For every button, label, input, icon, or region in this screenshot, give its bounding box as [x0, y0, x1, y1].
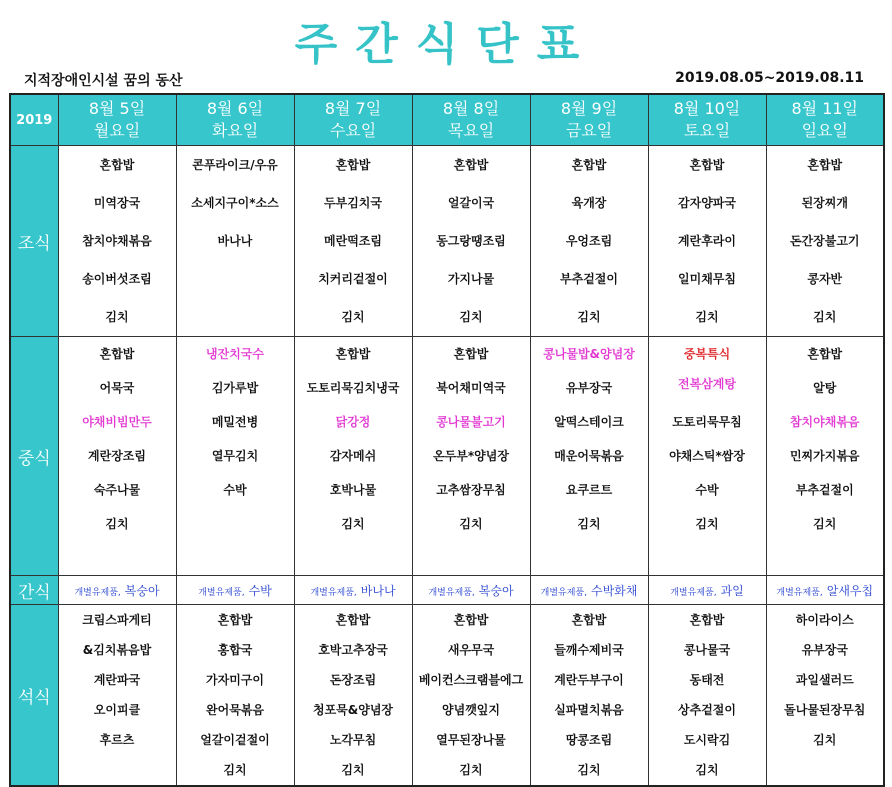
- menu-item: 콩나물국: [683, 643, 731, 657]
- dinner-cell: [530, 605, 648, 787]
- menu-item: 어묵국: [99, 381, 135, 395]
- day-header: [766, 94, 884, 146]
- date-range: 2019.08.05~2019.08.11: [675, 70, 864, 86]
- snack-cell: [176, 576, 294, 605]
- lunch-row: [10, 337, 884, 576]
- menu-item: 북어채미역국: [436, 381, 506, 395]
- menu-item: 숙주나물: [93, 483, 141, 497]
- menu-item: 참치야채볶음: [789, 415, 860, 429]
- menu-item: [177, 507, 294, 541]
- menu-item: 혼합밥: [689, 613, 725, 627]
- menu-item: 김치: [813, 733, 837, 747]
- breakfast-cell: [648, 146, 766, 337]
- menu-item: 혼합밥: [453, 347, 489, 361]
- menu-item: 김치: [105, 517, 129, 531]
- menu-item: 참치야채볶음: [82, 234, 152, 248]
- menu-item: 부추겉절이: [795, 483, 854, 497]
- menu-item: 돈간장불고기: [789, 234, 860, 248]
- menu-item: 전복삼계탕: [678, 377, 736, 391]
- menu-item: 혼합밥: [807, 347, 843, 361]
- menu-item: 완어묵볶음: [206, 703, 264, 717]
- day-date: 8월 6일: [206, 99, 264, 118]
- menu-item: 고추쌈장무침: [436, 483, 506, 497]
- header-row: [10, 94, 884, 146]
- menu-item: 김치: [341, 517, 365, 531]
- day-date: 8월 8일: [442, 99, 500, 118]
- menu-item: 땅콩조림: [565, 733, 613, 747]
- day-header: [176, 94, 294, 146]
- menu-item: 수박: [223, 483, 247, 497]
- menu-item: 혼합밥: [217, 613, 253, 627]
- menu-item: 혼합밥: [689, 158, 725, 172]
- meal-label-dinner: 석식: [10, 605, 58, 787]
- menu-item: 얼갈이국: [447, 196, 495, 210]
- menu-item: 김치: [577, 517, 601, 531]
- day-date: 8월 7일: [324, 99, 382, 118]
- menu-item: [177, 260, 294, 298]
- menu-item: 열무된장나물: [436, 733, 506, 747]
- menu-item: 실파멸치볶음: [554, 703, 624, 717]
- dinner-cell: [294, 605, 412, 787]
- menu-item: 매운어묵볶음: [554, 449, 624, 463]
- lunch-cell: [294, 337, 412, 576]
- meal-label-lunch: 중식: [10, 337, 58, 576]
- day-weekday: 목요일: [447, 121, 495, 140]
- menu-item: 새우무국: [447, 643, 495, 657]
- menu-item: 알탕: [813, 381, 837, 395]
- breakfast-cell: [766, 146, 884, 337]
- menu-item: 혼합밥: [99, 158, 135, 172]
- menu-item: 김치: [459, 763, 483, 777]
- menu-item: 김가루밥: [211, 381, 259, 395]
- day-header: [530, 94, 648, 146]
- menu-item: 열무김치: [211, 449, 259, 463]
- day-date: 8월 11일: [791, 99, 859, 118]
- snack-cell: [766, 576, 884, 605]
- dinner-cell: [176, 605, 294, 787]
- menu-item: 알떡스테이크: [554, 415, 624, 429]
- lunch-cell: [648, 337, 766, 576]
- menu-item: 도시락김: [683, 733, 731, 747]
- breakfast-row: [10, 146, 884, 337]
- menu-item: 온두부*양념장: [433, 449, 509, 463]
- snack-prefix: 개별유제품,: [310, 587, 357, 598]
- breakfast-cell: [294, 146, 412, 337]
- menu-item: 김치: [223, 763, 247, 777]
- menu-item: 혼합밥: [335, 158, 371, 172]
- menu-item: 베이컨스크램블에그: [418, 673, 524, 687]
- snack-item: 알새우칩: [826, 583, 874, 598]
- menu-item: 돌나물된장무침: [784, 703, 866, 717]
- day-date: 8월 9일: [560, 99, 618, 118]
- menu-item: 계란파국: [93, 673, 141, 687]
- day-weekday: 토요일: [683, 121, 731, 140]
- lunch-cell: [530, 337, 648, 576]
- meal-label-snack: 간식: [10, 576, 58, 605]
- day-weekday: 월요일: [93, 121, 141, 140]
- menu-item: 김치: [577, 763, 601, 777]
- menu-item: 콩나물불고기: [436, 415, 506, 429]
- dinner-cell: [58, 605, 176, 787]
- dinner-cell: [412, 605, 530, 787]
- menu-item: 감자메쉬: [329, 449, 377, 463]
- snack-prefix: 개별유제품,: [74, 587, 121, 598]
- menu-item: 김치: [577, 310, 601, 324]
- snack-item: 수박: [248, 583, 272, 598]
- menu-item: 혼합밥: [571, 613, 607, 627]
- menu-item: 계란후라이: [678, 234, 736, 248]
- lunch-cell: [58, 337, 176, 576]
- menu-item: 치커리겉절이: [318, 272, 388, 286]
- snack-prefix: 개별유제품,: [670, 587, 717, 598]
- menu-item: 야채스틱*쌈장: [669, 449, 745, 463]
- lunch-cell: [766, 337, 884, 576]
- snack-prefix: 개별유제품,: [428, 587, 475, 598]
- menu-item: 동태전: [689, 673, 725, 687]
- menu-item: 부추겉절이: [560, 272, 618, 286]
- menu-item: 수박: [695, 483, 719, 497]
- menu-item: 콩나물밥&양념장: [543, 347, 635, 361]
- snack-item: 과일: [720, 583, 744, 598]
- menu-item: 호박나물: [329, 483, 377, 497]
- menu-item: 도토리묵무침: [672, 415, 742, 429]
- day-header: [648, 94, 766, 146]
- menu-item: 홍합국: [217, 643, 253, 657]
- snack-item: 수박화채: [590, 583, 638, 598]
- menu-item: 혼합밥: [453, 158, 489, 172]
- menu-item: 크림스파게티: [82, 613, 152, 627]
- menu-item: 김치: [695, 517, 719, 531]
- lunch-cell: [176, 337, 294, 576]
- menu-item: 메밀전병: [211, 415, 259, 429]
- menu-item: [59, 755, 176, 785]
- menu-item: 유부장국: [565, 381, 613, 395]
- day-weekday: 금요일: [565, 121, 613, 140]
- snack-cell: [58, 576, 176, 605]
- menu-item: 얼갈이겉절이: [200, 733, 270, 747]
- menu-item: 메란떡조림: [324, 234, 382, 248]
- day-header: [58, 94, 176, 146]
- menu-item: 호박고추장국: [318, 643, 388, 657]
- menu-item: 미역장국: [93, 196, 141, 210]
- day-weekday: 화요일: [211, 121, 259, 140]
- menu-item: 김치: [105, 310, 129, 324]
- snack-item: 복숭아: [478, 583, 514, 598]
- menu-item: 가자미구이: [206, 673, 264, 687]
- menu-item: 김치: [695, 310, 719, 324]
- menu-item: 유부장국: [801, 643, 848, 657]
- breakfast-cell: [412, 146, 530, 337]
- day-date: 8월 10일: [673, 99, 741, 118]
- menu-item: 된장찌개: [801, 196, 848, 210]
- snack-prefix: 개별유제품,: [540, 587, 587, 598]
- menu-item: 냉잔치국수: [206, 347, 264, 361]
- day-date: 8월 5일: [88, 99, 146, 118]
- breakfast-cell: [58, 146, 176, 337]
- menu-item: 바나나: [217, 234, 253, 248]
- menu-item: 육개장: [571, 196, 607, 210]
- day-weekday: 수요일: [329, 121, 377, 140]
- snack-item: 복숭아: [124, 583, 160, 598]
- snack-prefix: 개별유제품,: [776, 587, 823, 598]
- menu-item: 혼합밥: [335, 613, 371, 627]
- menu-item: 소세지구이*소스: [191, 196, 279, 210]
- menu-item: 상추겉절이: [678, 703, 736, 717]
- menu-item: [177, 298, 294, 336]
- menu-item: 김치: [459, 310, 483, 324]
- menu-item: 김치: [695, 763, 719, 777]
- menu-item: 후르츠: [99, 733, 135, 747]
- menu-item: 하이라이스: [795, 613, 854, 627]
- snack-prefix: 개별유제품,: [198, 587, 245, 598]
- menu-item: 가지나물: [447, 272, 495, 286]
- snack-row: [10, 576, 884, 605]
- menu-item: 계란두부구이: [554, 673, 624, 687]
- day-header: [412, 94, 530, 146]
- day-header: [294, 94, 412, 146]
- lunch-cell: [412, 337, 530, 576]
- menu-item: 청포묵&양념장: [312, 703, 394, 717]
- menu-item: 혼합밥: [453, 613, 489, 627]
- snack-item: 바나나: [360, 583, 396, 598]
- menu-item: 감자양파국: [678, 196, 736, 210]
- menu-item: 콩자반: [807, 272, 843, 286]
- dinner-cell: [648, 605, 766, 787]
- snack-cell: [412, 576, 530, 605]
- menu-item: 야채비빔만두: [82, 415, 152, 429]
- menu-item: 김치: [459, 517, 483, 531]
- meal-label-breakfast: 조식: [10, 146, 58, 337]
- menu-item: 송이버섯조림: [82, 272, 152, 286]
- menu-item: 계란장조림: [88, 449, 146, 463]
- menu-item: 요쿠르트: [565, 483, 613, 497]
- menu-item: 혼합밥: [807, 158, 843, 172]
- year-label: 2019: [10, 94, 58, 146]
- menu-item: [649, 541, 766, 575]
- menu-item: 김치: [341, 310, 365, 324]
- menu-item: 노각무침: [329, 733, 377, 747]
- day-weekday: 일요일: [801, 121, 848, 140]
- dinner-row: [10, 605, 884, 787]
- snack-cell: [530, 576, 648, 605]
- menu-item: 혼합밥: [99, 347, 135, 361]
- snack-cell: [648, 576, 766, 605]
- menu-item: 민찌가지볶음: [789, 449, 860, 463]
- menu-item: 혼합밥: [335, 347, 371, 361]
- menu-item: 오이피클: [93, 703, 141, 717]
- menu-item: 일미채무침: [678, 272, 736, 286]
- menu-item: [767, 755, 884, 785]
- special-menu-label: 중복특식: [683, 347, 731, 361]
- menu-item: 김치: [813, 517, 837, 531]
- menu-item: 우엉조림: [565, 234, 613, 248]
- dinner-cell: [766, 605, 884, 787]
- menu-item: 두부김치국: [324, 196, 382, 210]
- menu-item: 돈장조림: [329, 673, 377, 687]
- menu-item: 과일샐러드: [795, 673, 854, 687]
- menu-item: 들깨수제비국: [554, 643, 624, 657]
- menu-item: 콘푸라이크/우유: [192, 158, 278, 172]
- breakfast-cell: [176, 146, 294, 337]
- menu-item: &김치볶음밥: [82, 643, 152, 657]
- menu-item: 닭강정: [335, 415, 371, 429]
- weekly-menu-table: [9, 93, 885, 787]
- menu-item: 김치: [813, 310, 837, 324]
- breakfast-cell: [530, 146, 648, 337]
- menu-item: 도토리묵김치냉국: [306, 381, 400, 395]
- menu-item: 김치: [341, 763, 365, 777]
- snack-cell: [294, 576, 412, 605]
- page-title: 주간식단표: [294, 19, 598, 70]
- facility-name: 지적장애인시설 꿈의 동산: [24, 73, 183, 89]
- menu-item: 동그랑땡조림: [436, 234, 506, 248]
- menu-item: 양념깻잎지: [442, 703, 500, 717]
- menu-item: 혼합밥: [571, 158, 607, 172]
